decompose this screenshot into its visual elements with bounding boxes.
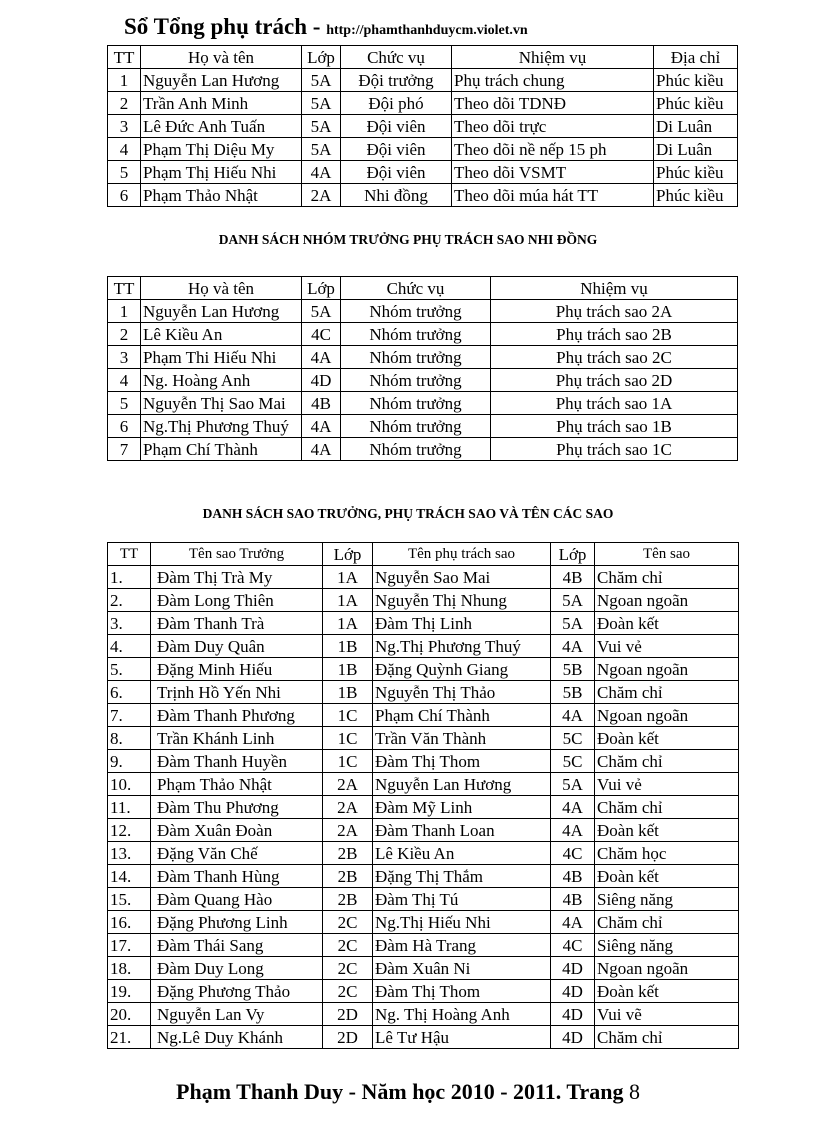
table-cell: Nhóm trưởng bbox=[341, 346, 491, 369]
table-cell: 7 bbox=[108, 438, 141, 461]
table-cell: 2 bbox=[108, 92, 141, 115]
table-cell: Đàm Thị Trà My bbox=[151, 566, 323, 589]
table-cell: Đàm Thu Phương bbox=[151, 796, 323, 819]
table-cell: Siêng năng bbox=[595, 934, 739, 957]
column-header: Tên sao bbox=[595, 543, 739, 566]
table-cell: 1B bbox=[323, 635, 373, 658]
star-leaders-table bbox=[107, 542, 739, 1049]
table-cell: Vui vẽ bbox=[595, 1003, 739, 1026]
table-cell: Theo dõi trực bbox=[452, 115, 654, 138]
column-header: Tên phụ trách sao bbox=[373, 543, 551, 566]
website-url: http://phamthanhduycm.violet.vn bbox=[326, 23, 528, 38]
table-cell: Lê Kiều An bbox=[141, 323, 302, 346]
table-cell: 5A bbox=[551, 773, 595, 796]
table-row bbox=[108, 346, 738, 369]
table-cell: 2D bbox=[323, 1003, 373, 1026]
table-cell: Phạm Thảo Nhật bbox=[141, 184, 302, 207]
table-cell: Trần Văn Thành bbox=[373, 727, 551, 750]
table-cell: Phạm Chí Thành bbox=[141, 438, 302, 461]
table-cell: 4D bbox=[551, 957, 595, 980]
table-row bbox=[108, 612, 739, 635]
table-cell: Ngoan ngoãn bbox=[595, 704, 739, 727]
table-cell: Nguyễn Thị Thảo bbox=[373, 681, 551, 704]
column-header: Họ và tên bbox=[141, 277, 302, 300]
table-cell: Nhóm trưởng bbox=[341, 415, 491, 438]
table-row bbox=[108, 658, 739, 681]
table-cell: Phụ trách sao 2D bbox=[491, 369, 738, 392]
table-cell: 4D bbox=[551, 1003, 595, 1026]
table-cell: Đoàn kết bbox=[595, 980, 739, 1003]
column-header: Nhiệm vụ bbox=[452, 46, 654, 69]
table-cell: Chăm chỉ bbox=[595, 1026, 739, 1049]
table-cell: 3 bbox=[108, 115, 141, 138]
table-cell: Ngoan ngoãn bbox=[595, 957, 739, 980]
table-cell: Phúc kiều bbox=[654, 161, 738, 184]
table-cell: 1B bbox=[323, 658, 373, 681]
table-cell: 2B bbox=[323, 888, 373, 911]
table-cell: Đội phó bbox=[341, 92, 452, 115]
table-row bbox=[108, 138, 738, 161]
table-cell: 1A bbox=[323, 612, 373, 635]
table-cell: 5A bbox=[302, 138, 341, 161]
table-cell: Phụ trách chung bbox=[452, 69, 654, 92]
column-header: Lớp bbox=[302, 46, 341, 69]
table-row bbox=[108, 865, 739, 888]
table-cell: 4. bbox=[108, 635, 151, 658]
table-row bbox=[108, 1003, 739, 1026]
column-header: Lớp bbox=[323, 543, 373, 566]
table-cell: Đoàn kết bbox=[595, 865, 739, 888]
table-cell: Nguyễn Lan Hương bbox=[373, 773, 551, 796]
table-cell: 7. bbox=[108, 704, 151, 727]
table-cell: Chăm chỉ bbox=[595, 566, 739, 589]
column-header: Chức vụ bbox=[341, 277, 491, 300]
table-cell: Đàm Thanh Loan bbox=[373, 819, 551, 842]
table-cell: Đặng Văn Chế bbox=[151, 842, 323, 865]
table-cell: 6 bbox=[108, 184, 141, 207]
table-cell: 20. bbox=[108, 1003, 151, 1026]
table-cell: 5. bbox=[108, 658, 151, 681]
table-cell: Nguyễn Thị Sao Mai bbox=[141, 392, 302, 415]
table-cell: 2 bbox=[108, 323, 141, 346]
table-cell: Nhóm trưởng bbox=[341, 438, 491, 461]
table-cell: Đàm Long Thiên bbox=[151, 589, 323, 612]
table-cell: Nguyễn Lan Hương bbox=[141, 300, 302, 323]
table-cell: 8. bbox=[108, 727, 151, 750]
table-cell: 2C bbox=[323, 957, 373, 980]
table-row bbox=[108, 957, 739, 980]
table-cell: 10. bbox=[108, 773, 151, 796]
table-cell: 5B bbox=[551, 681, 595, 704]
table-cell: 4B bbox=[302, 392, 341, 415]
table-cell: 4B bbox=[551, 566, 595, 589]
table-cell: Chăm chỉ bbox=[595, 681, 739, 704]
table-row bbox=[108, 1026, 739, 1049]
table-cell: Đội trưởng bbox=[341, 69, 452, 92]
table-cell: Đặng Phương Thảo bbox=[151, 980, 323, 1003]
table-header-row bbox=[108, 277, 738, 300]
column-header: TT bbox=[108, 543, 151, 566]
table-cell: Phúc kiều bbox=[654, 184, 738, 207]
table-cell: Đàm Duy Long bbox=[151, 957, 323, 980]
table-cell: Đàm Thanh Trà bbox=[151, 612, 323, 635]
table-header-row bbox=[108, 46, 738, 69]
table-cell: 2A bbox=[323, 796, 373, 819]
table-cell: 4A bbox=[551, 704, 595, 727]
table-cell: Đàm Thị Linh bbox=[373, 612, 551, 635]
table-cell: 4 bbox=[108, 138, 141, 161]
table-cell: Đàm Thanh Phương bbox=[151, 704, 323, 727]
table-cell: 3. bbox=[108, 612, 151, 635]
table-cell: Đoàn kết bbox=[595, 819, 739, 842]
table-cell: 5C bbox=[551, 727, 595, 750]
table-row bbox=[108, 415, 738, 438]
table-cell: 1C bbox=[323, 727, 373, 750]
table-cell: Di Luân bbox=[654, 138, 738, 161]
table-cell: 4D bbox=[551, 980, 595, 1003]
group-leaders-table bbox=[107, 276, 738, 461]
table-row bbox=[108, 115, 738, 138]
table-cell: Nguyễn Sao Mai bbox=[373, 566, 551, 589]
table-cell: Chăm học bbox=[595, 842, 739, 865]
table-row bbox=[108, 635, 739, 658]
column-header: TT bbox=[108, 277, 141, 300]
table-cell: 1B bbox=[323, 681, 373, 704]
table-cell: Nguyễn Lan Vy bbox=[151, 1003, 323, 1026]
table-cell: Đàm Quang Hào bbox=[151, 888, 323, 911]
table-cell: Ng.Thị Phương Thuý bbox=[141, 415, 302, 438]
table-cell: 6 bbox=[108, 415, 141, 438]
table-cell: Ng.Thị Hiếu Nhi bbox=[373, 911, 551, 934]
table-cell: 4C bbox=[302, 323, 341, 346]
table-cell: Đàm Thái Sang bbox=[151, 934, 323, 957]
table-cell: Đội viên bbox=[341, 138, 452, 161]
table-cell: 2D bbox=[323, 1026, 373, 1049]
table-cell: 1C bbox=[323, 750, 373, 773]
table-body bbox=[108, 566, 739, 1049]
table-cell: Đoàn kết bbox=[595, 727, 739, 750]
table-cell: 2A bbox=[302, 184, 341, 207]
table-cell: Đàm Thanh Hùng bbox=[151, 865, 323, 888]
table-cell: 4A bbox=[302, 415, 341, 438]
table-cell: 5A bbox=[302, 300, 341, 323]
table-cell: 2B bbox=[323, 865, 373, 888]
table-cell: Đàm Mỹ Linh bbox=[373, 796, 551, 819]
table-cell: 1 bbox=[108, 300, 141, 323]
table-row bbox=[108, 92, 738, 115]
table-cell: Phạm Chí Thành bbox=[373, 704, 551, 727]
table-cell: Nhóm trưởng bbox=[341, 300, 491, 323]
table-cell: Phạm Thị Diệu My bbox=[141, 138, 302, 161]
table-cell: 4A bbox=[302, 438, 341, 461]
table-cell: Nhóm trưởng bbox=[341, 392, 491, 415]
column-header: Địa chỉ bbox=[654, 46, 738, 69]
table-cell: Nhóm trưởng bbox=[341, 323, 491, 346]
table-cell: Nguyễn Lan Hương bbox=[141, 69, 302, 92]
document-title bbox=[124, 14, 528, 40]
table-cell: 2B bbox=[323, 842, 373, 865]
table-cell: 9. bbox=[108, 750, 151, 773]
title-text: Sổ Tổng phụ trách bbox=[124, 14, 308, 39]
table-cell: 11. bbox=[108, 796, 151, 819]
table-cell: Nhóm trưởng bbox=[341, 369, 491, 392]
table-cell: Phúc kiều bbox=[654, 92, 738, 115]
table-cell: Trần Khánh Linh bbox=[151, 727, 323, 750]
table-cell: 4A bbox=[302, 346, 341, 369]
table-cell: 2A bbox=[323, 773, 373, 796]
table-cell: 17. bbox=[108, 934, 151, 957]
table-cell: 5A bbox=[551, 612, 595, 635]
table-cell: Chăm chỉ bbox=[595, 911, 739, 934]
column-header: Tên sao Trưởng bbox=[151, 543, 323, 566]
table-cell: 4B bbox=[551, 865, 595, 888]
table-cell: Ng.Lê Duy Khánh bbox=[151, 1026, 323, 1049]
table-cell: Ngoan ngoãn bbox=[595, 589, 739, 612]
table-row bbox=[108, 842, 739, 865]
page-footer bbox=[0, 1079, 816, 1105]
title-separator: - bbox=[312, 14, 321, 39]
table-cell: Theo dõi VSMT bbox=[452, 161, 654, 184]
table-cell: 5B bbox=[551, 658, 595, 681]
table-row bbox=[108, 323, 738, 346]
table-cell: 2C bbox=[323, 934, 373, 957]
table-cell: 18. bbox=[108, 957, 151, 980]
table-row bbox=[108, 773, 739, 796]
table-cell: Phụ trách sao 1A bbox=[491, 392, 738, 415]
table-cell: Nguyễn Thị Nhung bbox=[373, 589, 551, 612]
table-cell: Vui vẻ bbox=[595, 773, 739, 796]
table-cell: Phụ trách sao 2B bbox=[491, 323, 738, 346]
table-cell: Theo dõi nề nếp 15 ph bbox=[452, 138, 654, 161]
table-cell: 4D bbox=[302, 369, 341, 392]
table-cell: Phụ trách sao 1B bbox=[491, 415, 738, 438]
table-cell: Phụ trách sao 2A bbox=[491, 300, 738, 323]
section-heading-group-leaders: DANH SÁCH NHÓM TRƯỞNG PHỤ TRÁCH SAO NHI ĐỒNG bbox=[218, 232, 598, 247]
table-cell: 4B bbox=[551, 888, 595, 911]
table-cell: Đàm Hà Trang bbox=[373, 934, 551, 957]
table-cell: Lê Kiều An bbox=[373, 842, 551, 865]
table-cell: 1 bbox=[108, 69, 141, 92]
column-header: Họ và tên bbox=[141, 46, 302, 69]
table-cell: 4A bbox=[551, 911, 595, 934]
table-cell: 6. bbox=[108, 681, 151, 704]
table-cell: Lê Tư Hậu bbox=[373, 1026, 551, 1049]
table-cell: 13. bbox=[108, 842, 151, 865]
table-row bbox=[108, 911, 739, 934]
column-header: TT bbox=[108, 46, 141, 69]
footer-text: Phạm Thanh Duy - Năm học 2010 - 2011. Trang bbox=[176, 1079, 624, 1104]
table-cell: Phạm Thi Hiếu Nhi bbox=[141, 346, 302, 369]
table-cell: Trịnh Hồ Yến Nhi bbox=[151, 681, 323, 704]
table-cell: Ng.Thị Phương Thuý bbox=[373, 635, 551, 658]
table-cell: 4A bbox=[551, 796, 595, 819]
table-cell: Đặng Quỳnh Giang bbox=[373, 658, 551, 681]
table-row bbox=[108, 589, 739, 612]
table-cell: 4C bbox=[551, 842, 595, 865]
table-row bbox=[108, 819, 739, 842]
table-cell: Chăm chỉ bbox=[595, 796, 739, 819]
table-row bbox=[108, 980, 739, 1003]
section-heading-star-leaders: DANH SÁCH SAO TRƯỞNG, PHỤ TRÁCH SAO VÀ TÊN CÁC SAO bbox=[202, 506, 614, 521]
page-number: 8 bbox=[628, 1079, 640, 1104]
table-cell: 4 bbox=[108, 369, 141, 392]
table-cell: Đàm Thanh Huyền bbox=[151, 750, 323, 773]
table-cell: 1. bbox=[108, 566, 151, 589]
table-row bbox=[108, 750, 739, 773]
table-row bbox=[108, 566, 739, 589]
table-cell: Chăm chỉ bbox=[595, 750, 739, 773]
table-cell: Ng. Hoàng Anh bbox=[141, 369, 302, 392]
table-cell: Đội viên bbox=[341, 115, 452, 138]
table-cell: 21. bbox=[108, 1026, 151, 1049]
table-cell: 4A bbox=[551, 635, 595, 658]
table-body bbox=[108, 69, 738, 207]
table-cell: 4D bbox=[551, 1026, 595, 1049]
table-cell: Phụ trách sao 2C bbox=[491, 346, 738, 369]
table-cell: 1A bbox=[323, 589, 373, 612]
table-row bbox=[108, 300, 738, 323]
table-cell: 16. bbox=[108, 911, 151, 934]
table-cell: Lê Đức Anh Tuấn bbox=[141, 115, 302, 138]
table-cell: 12. bbox=[108, 819, 151, 842]
table-cell: Đàm Thị Tú bbox=[373, 888, 551, 911]
table-cell: Nhi đồng bbox=[341, 184, 452, 207]
table-row bbox=[108, 438, 738, 461]
table-cell: Ngoan ngoãn bbox=[595, 658, 739, 681]
table-cell: Di Luân bbox=[654, 115, 738, 138]
table-cell: Đàm Thị Thom bbox=[373, 980, 551, 1003]
table-cell: Theo dõi múa hát TT bbox=[452, 184, 654, 207]
table-cell: 5A bbox=[551, 589, 595, 612]
table-row bbox=[108, 369, 738, 392]
table-row bbox=[108, 681, 739, 704]
table-cell: 3 bbox=[108, 346, 141, 369]
table-cell: Đàm Duy Quân bbox=[151, 635, 323, 658]
table-cell: 4C bbox=[551, 934, 595, 957]
table-cell: 5A bbox=[302, 115, 341, 138]
table-cell: Đặng Minh Hiếu bbox=[151, 658, 323, 681]
table-header-row bbox=[108, 543, 739, 566]
table-cell: 4A bbox=[302, 161, 341, 184]
table-cell: Phụ trách sao 1C bbox=[491, 438, 738, 461]
table-cell: Vui vẻ bbox=[595, 635, 739, 658]
table-cell: 2C bbox=[323, 980, 373, 1003]
table-row bbox=[108, 727, 739, 750]
table-body bbox=[108, 300, 738, 461]
table-cell: Phạm Thị Hiếu Nhi bbox=[141, 161, 302, 184]
table-cell: 1C bbox=[323, 704, 373, 727]
table-cell: 5 bbox=[108, 161, 141, 184]
column-header: Lớp bbox=[302, 277, 341, 300]
table-cell: Đặng Thị Thắm bbox=[373, 865, 551, 888]
table-row bbox=[108, 704, 739, 727]
table-cell: 2C bbox=[323, 911, 373, 934]
table-cell: 5C bbox=[551, 750, 595, 773]
table-cell: Đặng Phương Linh bbox=[151, 911, 323, 934]
team-leaders-table bbox=[107, 45, 738, 207]
table-cell: Đàm Thị Thom bbox=[373, 750, 551, 773]
table-row bbox=[108, 184, 738, 207]
table-cell: 5A bbox=[302, 92, 341, 115]
table-cell: Siêng năng bbox=[595, 888, 739, 911]
table-cell: Đàm Xuân Ni bbox=[373, 957, 551, 980]
table-cell: 5A bbox=[302, 69, 341, 92]
table-cell: 14. bbox=[108, 865, 151, 888]
table-cell: Trần Anh Minh bbox=[141, 92, 302, 115]
table-row bbox=[108, 161, 738, 184]
table-cell: 2A bbox=[323, 819, 373, 842]
table-row bbox=[108, 934, 739, 957]
table-cell: Đội viên bbox=[341, 161, 452, 184]
table-cell: 5 bbox=[108, 392, 141, 415]
table-row bbox=[108, 888, 739, 911]
column-header: Chức vụ bbox=[341, 46, 452, 69]
table-cell: 4A bbox=[551, 819, 595, 842]
table-row bbox=[108, 796, 739, 819]
table-cell: Theo dõi TDNĐ bbox=[452, 92, 654, 115]
table-cell: Phạm Thảo Nhật bbox=[151, 773, 323, 796]
table-cell: Phúc kiều bbox=[654, 69, 738, 92]
table-cell: Ng. Thị Hoàng Anh bbox=[373, 1003, 551, 1026]
table-cell: 15. bbox=[108, 888, 151, 911]
table-cell: Đoàn kết bbox=[595, 612, 739, 635]
table-row bbox=[108, 392, 738, 415]
table-cell: 1A bbox=[323, 566, 373, 589]
column-header: Lớp bbox=[551, 543, 595, 566]
table-row bbox=[108, 69, 738, 92]
table-cell: 19. bbox=[108, 980, 151, 1003]
column-header: Nhiệm vụ bbox=[491, 277, 738, 300]
table-cell: Đàm Xuân Đoàn bbox=[151, 819, 323, 842]
table-cell: 2. bbox=[108, 589, 151, 612]
